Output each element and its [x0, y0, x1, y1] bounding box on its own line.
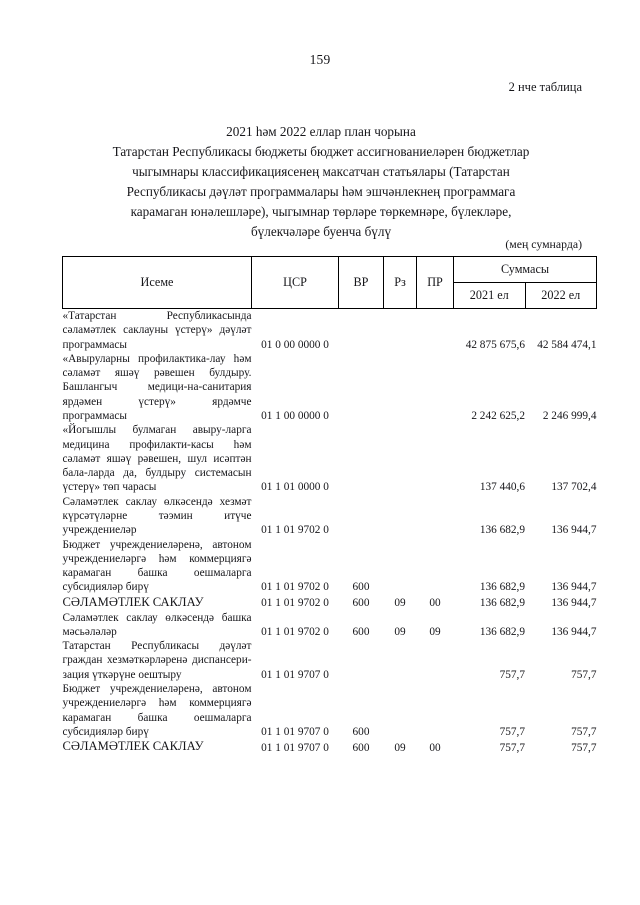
cell-pr — [417, 639, 454, 682]
table-body — [63, 309, 597, 756]
cell-pr: 00 — [429, 597, 441, 610]
units-note: (мең сумнарда) — [505, 237, 582, 251]
cell-y2022: 757,7 — [571, 741, 597, 754]
cell-vr — [339, 495, 384, 538]
table-row — [63, 309, 597, 352]
table-row — [63, 682, 597, 739]
cell-rz: 09 — [394, 597, 406, 610]
cell-rz — [384, 639, 417, 682]
cell-name: Бюджет учреждениеләренә, автоном учреждениеләргә һәм коммерциягә карамаган башка оешмаларга субсидияләр бирү — [62, 538, 252, 594]
cell-name: СӘЛАМӘТЛЕК САКЛАУ — [62, 739, 204, 754]
cell-rz — [384, 682, 417, 739]
cell-csr: 01 1 01 9707 0 — [261, 725, 329, 738]
cell-y2022: 136 944,7 — [551, 581, 597, 594]
table-row — [63, 495, 597, 538]
budget-table-container — [62, 256, 597, 755]
title-line-1: 2021 һәм 2022 еллар план чорына — [226, 124, 416, 139]
title-line-6: бүлекчәләре буенча бүлү — [250, 224, 392, 240]
cell-csr: 01 1 01 9702 0 — [261, 581, 329, 594]
cell-pr — [417, 309, 454, 352]
title-line-5: карамаган юнәлешләре), чыгымнар төрләре төркемнәре, бүлекләре, — [130, 204, 512, 220]
cell-rz: 09 — [394, 625, 406, 638]
table-label: 2 нче таблица — [508, 80, 582, 94]
document-title — [68, 122, 574, 242]
header-cell-year-2022: 2022 ел — [525, 283, 597, 309]
header-cell-sum: Суммасы — [454, 257, 597, 283]
cell-y2021: 757,7 — [499, 668, 525, 681]
cell-vr: 600 — [352, 581, 370, 594]
cell-y2022: 757,7 — [571, 725, 597, 738]
title-line-4: Республикасы дәүләт программалары һәм эшчәнлекнең программага — [126, 184, 516, 200]
cell-y2021: 42 875 675,6 — [465, 338, 525, 351]
cell-name: Бюджет учреждениеләренә, автоном учреждениеләргә һәм коммерциягә карамаган башка оешмаларга субсидияләр бирү — [62, 682, 252, 738]
page-number: 159 — [309, 52, 331, 67]
cell-y2022: 42 584 474,1 — [537, 338, 597, 351]
table-header — [63, 257, 597, 309]
cell-name: «Авыруларны профилактика-лау һәм сәламәт яшәү рәвешен булдыру. Башлангыч медици-на-санитария ярдәмен үстерү» ярдәмче программасы — [62, 352, 252, 422]
cell-rz: 09 — [394, 741, 406, 754]
cell-rz — [384, 538, 417, 595]
cell-pr — [417, 495, 454, 538]
cell-vr — [339, 639, 384, 682]
cell-rz — [384, 423, 417, 494]
header-cell-year-2021: 2021 ел — [454, 283, 526, 309]
cell-y2021: 757,7 — [499, 725, 525, 738]
cell-rz — [384, 309, 417, 352]
cell-y2021: 136 682,9 — [479, 597, 525, 610]
cell-csr: 01 1 01 9702 0 — [261, 597, 329, 610]
table-row — [63, 639, 597, 682]
cell-csr: 01 1 01 9707 0 — [261, 741, 329, 754]
table-row — [63, 538, 597, 595]
table-row — [63, 352, 597, 423]
cell-y2021: 136 682,9 — [479, 581, 525, 594]
title-line-3: чыгымнары классификациясенең максатчан статьялары (Татарстан — [132, 164, 510, 180]
cell-pr: 09 — [429, 625, 441, 638]
cell-y2022: 2 246 999,4 — [542, 409, 597, 422]
cell-pr — [417, 682, 454, 739]
cell-vr — [339, 309, 384, 352]
cell-y2022: 136 944,7 — [551, 524, 597, 537]
cell-y2021: 136 682,9 — [479, 524, 525, 537]
cell-csr: 01 1 01 0000 0 — [261, 481, 329, 494]
header-cell-name: Исеме — [63, 257, 252, 309]
cell-vr: 600 — [352, 597, 370, 610]
cell-csr: 01 1 01 9707 0 — [261, 668, 329, 681]
cell-rz — [384, 495, 417, 538]
cell-pr: 00 — [429, 741, 441, 754]
cell-pr — [417, 538, 454, 595]
cell-name: Сәламәтлек саклау өлкәсендә хезмәт күрсәтүләрне тәэмин итүче учреждениеләр — [62, 495, 252, 537]
cell-vr — [339, 423, 384, 494]
cell-vr — [339, 352, 384, 423]
cell-y2022: 136 944,7 — [551, 597, 597, 610]
cell-rz — [384, 352, 417, 423]
cell-y2021: 2 242 625,2 — [471, 409, 525, 422]
cell-vr: 600 — [352, 725, 370, 738]
table-row — [63, 423, 597, 494]
cell-y2021: 757,7 — [499, 741, 525, 754]
cell-y2022: 136 944,7 — [551, 625, 597, 638]
cell-vr: 600 — [352, 741, 370, 754]
cell-name: СӘЛАМӘТЛЕК САКЛАУ — [62, 594, 204, 609]
header-row-primary — [63, 257, 597, 283]
header-cell-rz: Рз — [384, 257, 417, 309]
cell-csr: 01 1 00 0000 0 — [261, 409, 329, 422]
cell-name: «Йогышлы булмаган авыру-ларга медицина профилакти-касы һәм сәламәт яшәү рәвешен, шул исәптән бала-ларда да, булдыру системасын үстерү» төп чарасы — [62, 424, 252, 494]
table-row — [63, 739, 597, 755]
cell-y2021: 136 682,9 — [479, 625, 525, 638]
cell-name: Сәламәтлек саклау өлкәсендә башка мәсьәләләр — [62, 611, 252, 638]
cell-y2022: 757,7 — [571, 668, 597, 681]
table-row — [63, 595, 597, 611]
header-cell-pr: ПР — [417, 257, 454, 309]
budget-table — [62, 256, 597, 755]
cell-name: Татарстан Республикасы дәүләт граждан хезмәткәрләренә диспансери-зация үткәрүне оештыру — [62, 640, 252, 681]
cell-y2021: 137 440,6 — [479, 481, 525, 494]
cell-y2022: 137 702,4 — [551, 481, 597, 494]
header-cell-csr: ЦСР — [252, 257, 339, 309]
table-row — [63, 611, 597, 640]
cell-pr — [417, 352, 454, 423]
header-cell-vr: ВР — [339, 257, 384, 309]
cell-pr — [417, 423, 454, 494]
cell-csr: 01 0 00 0000 0 — [261, 338, 329, 351]
title-line-2: Татарстан Республикасы бюджеты бюджет ассигнованиеләрен бюджетлар — [112, 144, 530, 160]
cell-name: «Татарстан Республикасында сәламәтлек саклауны үстерү» дәүләт программасы — [62, 310, 252, 351]
cell-csr: 01 1 01 9702 0 — [261, 524, 329, 537]
cell-vr: 600 — [352, 625, 370, 638]
cell-csr: 01 1 01 9702 0 — [261, 625, 329, 638]
